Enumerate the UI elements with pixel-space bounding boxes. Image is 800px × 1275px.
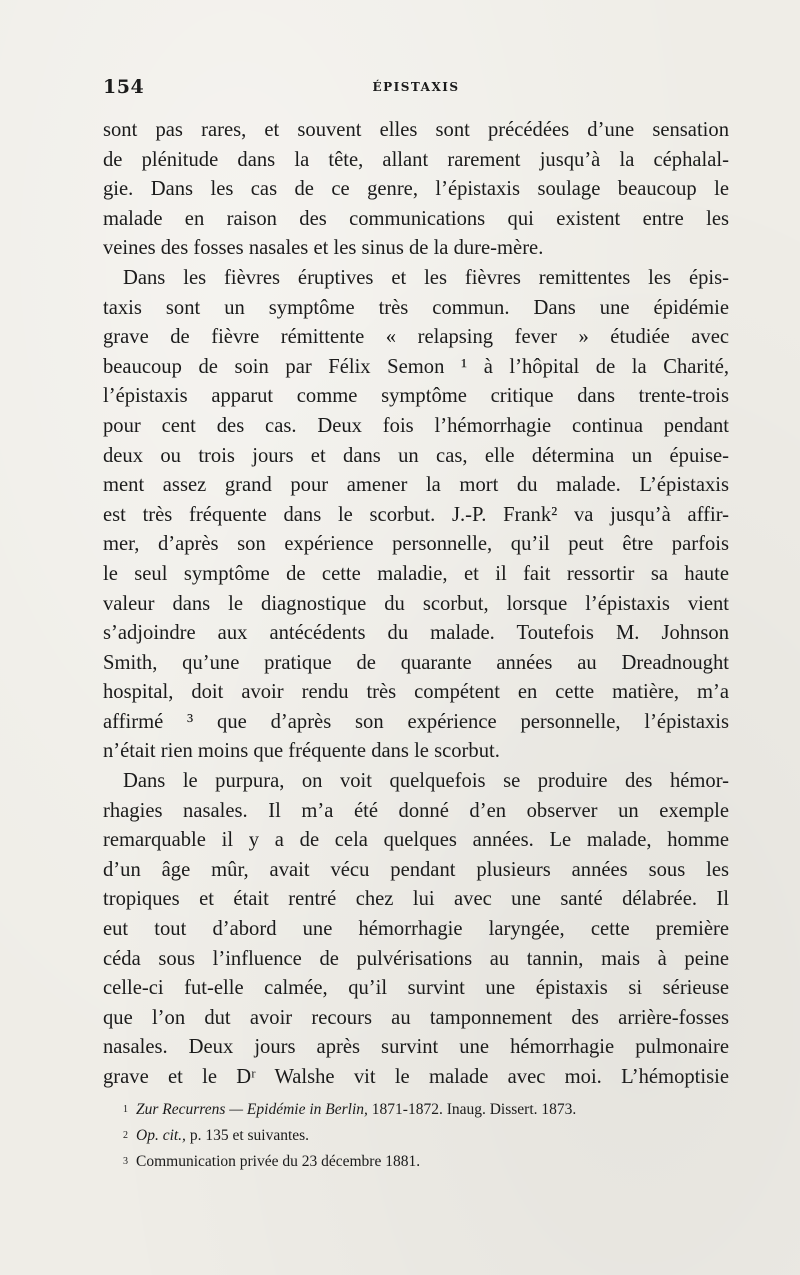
text-line: Dans le purpura, on voit quelquefois se produire des hémor-	[123, 770, 729, 793]
text-line: affirmé ³ que d’après son expérience personnelle, l’épistaxis	[103, 710, 729, 733]
footnote	[103, 1097, 729, 1123]
body-text	[103, 116, 729, 1093]
text-line: malade en raison des communications qui existent entre les	[103, 207, 729, 230]
text-line: est très fréquente dans le scorbut. J.-P. Frank² va jusqu’à affir-	[103, 503, 729, 526]
text-line: que l’on dut avoir recours au tamponnement des arrière-fosses	[103, 1006, 729, 1029]
text-line: rhagies nasales. Il m’a été donné d’en observer un exemple	[103, 799, 729, 822]
page-header	[103, 76, 729, 104]
footnote-title: Zur Recurrens — Epidémie in Berlin,	[136, 1101, 368, 1118]
text-line: remarquable il y a de cela quelques années. Le malade, homme	[103, 829, 729, 852]
text-line: d’un âge mûr, avait vécu pendant plusieurs années sous les	[103, 858, 729, 881]
text-line: gie. Dans les cas de ce genre, l’épistaxis soulage beaucoup le	[103, 178, 729, 201]
text-line: s’adjoindre aux antécédents du malade. Toutefois M. Johnson	[103, 622, 729, 645]
text-line: hospital, doit avoir rendu très compétent en cette matière, m’a	[103, 681, 729, 704]
footnote-text: p. 135 et suivantes.	[185, 1127, 310, 1144]
footnote-title: Op. cit.,	[136, 1127, 186, 1144]
footnote-mark: 3	[123, 1156, 128, 1167]
text-line: sont pas rares, et souvent elles sont précédées d’une sensation	[103, 119, 729, 141]
text-line: eut tout d’abord une hémorrhagie laryngée, cette première	[103, 918, 729, 941]
text-line: valeur dans le diagnostique du scorbut, lorsque l’épistaxis vient	[103, 592, 729, 615]
text-line: deux ou trois jours et dans un cas, elle détermina un épuise-	[103, 444, 729, 467]
text-line: le seul symptôme de cette maladie, et il fait ressortir sa haute	[103, 562, 729, 585]
footnote	[103, 1123, 729, 1149]
footnote-mark: 2	[123, 1130, 128, 1141]
text-line: celle-ci fut-elle calmée, qu’il survint une épistaxis si sérieuse	[103, 977, 729, 1000]
text-line: grave de fièvre rémittente « relapsing fever » étudiée avec	[103, 326, 729, 349]
text-line: nasales. Deux jours après survint une hémorrhagie pulmonaire	[103, 1036, 729, 1059]
text-line: Dans les fièvres éruptives et les fièvres remittentes les épis-	[123, 266, 729, 289]
footnote-text: Communication privée du 23 décembre 1881.	[136, 1153, 421, 1170]
footnote-mark: 1	[123, 1104, 128, 1115]
text-line: beaucoup de soin par Félix Semon ¹ à l’hôpital de la Charité,	[103, 355, 729, 378]
text-line: veines des fosses nasales et les sinus de la dure-mère.	[103, 237, 544, 260]
text-line: tropiques et était rentré chez lui avec une santé délabrée. Il	[103, 888, 729, 911]
footnote	[103, 1149, 729, 1175]
text-line: taxis sont un symptôme très commun. Dans une épidémie	[103, 296, 729, 319]
text-line: céda sous l’influence de pulvérisations au tannin, mais à peine	[103, 947, 729, 970]
text-line: mer, d’après son expérience personnelle, qu’il peut être parfois	[103, 533, 729, 556]
text-line: ment assez grand pour amener la mort du malade. L’épistaxis	[103, 474, 729, 497]
page-number: 154	[103, 76, 145, 98]
footnote-text: 1871-1872. Inaug. Dissert. 1873.	[367, 1101, 577, 1118]
running-head: ÉPISTAXIS	[372, 80, 460, 94]
text-line: grave et le Dʳ Walshe vit le malade avec moi. L’hémoptisie	[103, 1066, 729, 1088]
text-line: Smith, qu’une pratique de quarante années au Dreadnought	[103, 651, 729, 674]
text-line: n’était rien moins que fréquente dans le scorbut.	[103, 740, 500, 763]
footnotes	[103, 1097, 729, 1175]
text-line: de plénitude dans la tête, allant rarement jusqu’à la céphalal-	[103, 148, 729, 171]
text-line: l’épistaxis apparut comme symptôme critique dans trente-trois	[103, 385, 729, 408]
text-line: pour cent des cas. Deux fois l’hémorrhagie continua pendant	[103, 414, 729, 437]
